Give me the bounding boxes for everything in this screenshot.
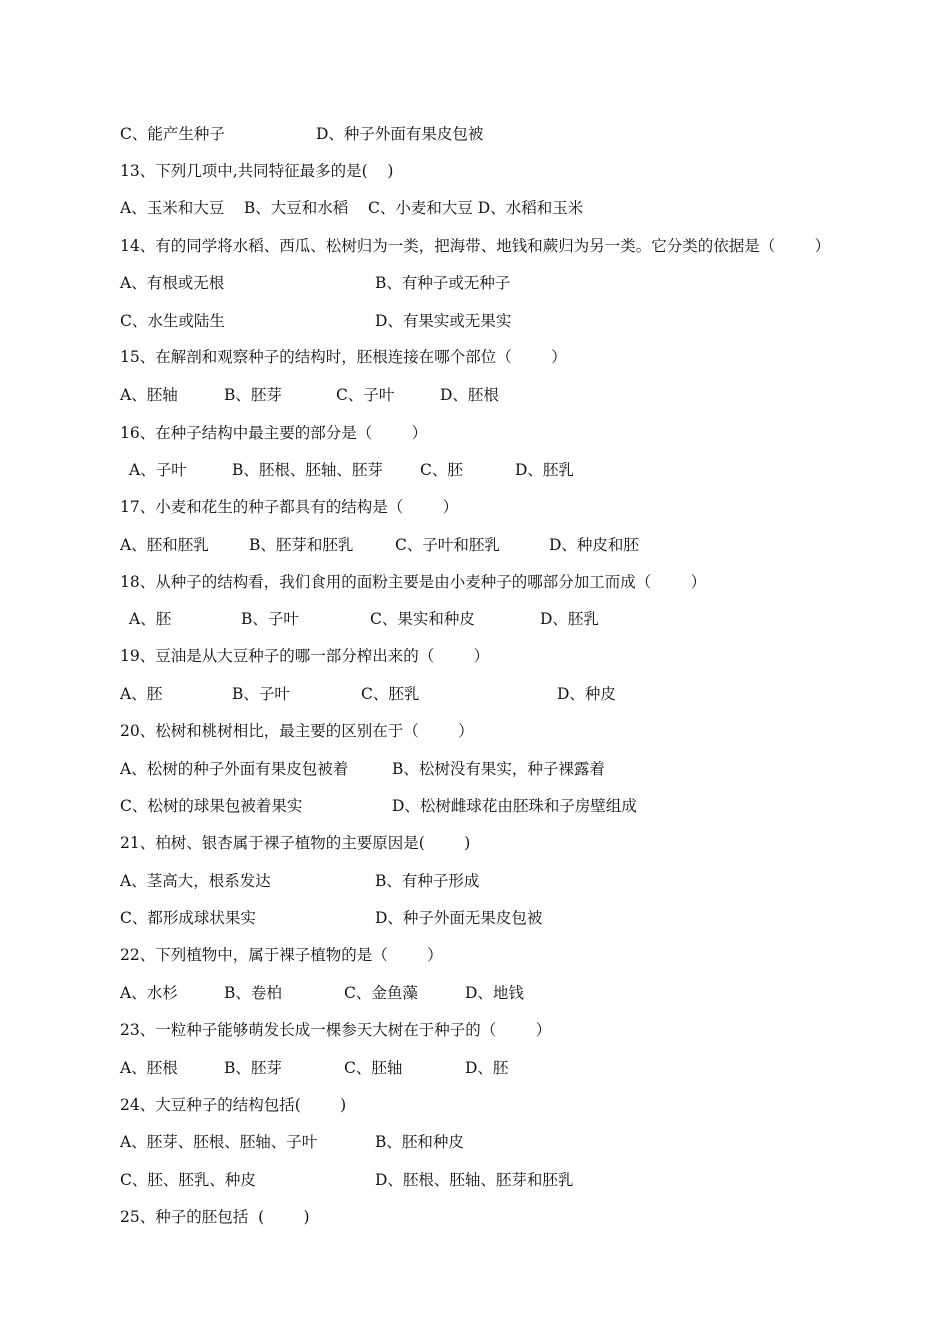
- q21-stem: 21、柏树、银杏属于裸子植物的主要原因是( ): [120, 834, 471, 852]
- q16-option-c: C、胚: [420, 461, 463, 479]
- q17-option-a: A、胚和胚乳: [120, 536, 209, 554]
- q23-stem: 23、一粒种子能够萌发长成一棵参天大树在于种子的（ ）: [120, 1021, 552, 1039]
- q21-option-b: B、有种子形成: [375, 872, 480, 890]
- q20-option-b: B、松树没有果实，种子裸露着: [392, 760, 605, 778]
- q18-option-a: A、胚: [129, 610, 172, 628]
- q23-option-c: C、胚轴: [344, 1059, 403, 1077]
- q15-option-c: C、子叶: [336, 386, 395, 404]
- q16-option-a: A、子叶: [129, 461, 187, 479]
- q19-option-b: B、子叶: [232, 685, 290, 703]
- q22-stem: 22、下列植物中，属于裸子植物的是（ ）: [120, 946, 443, 964]
- q20-option-a: A、松树的种子外面有果皮包被着: [120, 760, 349, 778]
- q20-stem: 20、松树和桃树相比，最主要的区别在于（ ）: [120, 722, 474, 740]
- q19-option-c: C、胚乳: [361, 685, 420, 703]
- q24-option-c: C、胚、胚乳、种皮: [120, 1171, 256, 1189]
- q24-option-a: A、胚芽、胚根、胚轴、子叶: [120, 1133, 318, 1151]
- q15-stem: 15、在解剖和观察种子的结构时，胚根连接在哪个部位（ ）: [120, 348, 567, 366]
- q20-option-d: D、松树雌球花由胚珠和子房壁组成: [392, 797, 637, 815]
- q17-option-d: D、种皮和胚: [549, 536, 639, 554]
- q19-stem: 19、豆油是从大豆种子的哪一部分榨出来的（ ）: [120, 647, 490, 665]
- q25-stem: 25、种子的胚包括 ( ): [120, 1208, 310, 1226]
- q19-option-d: D、种皮: [557, 685, 616, 703]
- q22-option-d: D、地钱: [465, 984, 524, 1002]
- q16-option-b: B、胚根、胚轴、胚芽: [232, 461, 383, 479]
- q14-option-b: B、有种子或无种子: [375, 274, 511, 292]
- q24-option-d: D、胚根、胚轴、胚芽和胚乳: [375, 1171, 574, 1189]
- q23-option-d: D、胚: [465, 1059, 509, 1077]
- q12-option-d: D、种子外面有果皮包被: [316, 125, 484, 143]
- q13-options: A、玉米和大豆 B、大豆和水稻 C、小麦和大豆 D、水稻和玉米: [120, 199, 584, 217]
- q24-stem: 24、大豆种子的结构包括( ): [120, 1096, 347, 1114]
- q14-option-a: A、有根或无根: [120, 274, 225, 292]
- q15-option-a: A、胚轴: [120, 386, 178, 404]
- q22-option-b: B、卷柏: [224, 984, 282, 1002]
- q18-stem: 18、从种子的结构看，我们食用的面粉主要是由小麦种子的哪部分加工而成（ ）: [120, 573, 707, 591]
- q12-option-c: C、能产生种子: [120, 125, 225, 143]
- q18-option-b: B、子叶: [241, 610, 299, 628]
- q14-option-c: C、水生或陆生: [120, 312, 225, 330]
- q20-option-c: C、松树的球果包被着果实: [120, 797, 303, 815]
- q17-option-b: B、胚芽和胚乳: [249, 536, 354, 554]
- q22-option-a: A、水杉: [120, 984, 178, 1002]
- q21-option-c: C、都形成球状果实: [120, 909, 256, 927]
- q16-option-d: D、胚乳: [515, 461, 574, 479]
- q15-option-d: D、胚根: [440, 386, 499, 404]
- q14-option-d: D、有果实或无果实: [375, 312, 512, 330]
- q21-option-d: D、种子外面无果皮包被: [375, 909, 543, 927]
- q18-option-c: C、果实和种皮: [370, 610, 475, 628]
- q13-stem: 13、下列几项中,共同特征最多的是( ): [120, 162, 394, 180]
- q14-stem: 14、有的同学将水稻、西瓜、松树归为一类，把海带、地钱和蕨归为另一类。它分类的依据是（ ）: [120, 237, 831, 255]
- q15-option-b: B、胚芽: [224, 386, 282, 404]
- q23-option-b: B、胚芽: [224, 1059, 282, 1077]
- q16-stem: 16、在种子结构中最主要的部分是（ ）: [120, 424, 428, 442]
- q22-option-c: C、金鱼藻: [344, 984, 418, 1002]
- q21-option-a: A、茎高大，根系发达: [120, 872, 271, 890]
- q23-option-a: A、胚根: [120, 1059, 178, 1077]
- q18-option-d: D、胚乳: [540, 610, 599, 628]
- q24-option-b: B、胚和种皮: [375, 1133, 464, 1151]
- q19-option-a: A、胚: [120, 685, 163, 703]
- q17-option-c: C、子叶和胚乳: [395, 536, 500, 554]
- q17-stem: 17、小麦和花生的种子都具有的结构是（ ）: [120, 498, 459, 516]
